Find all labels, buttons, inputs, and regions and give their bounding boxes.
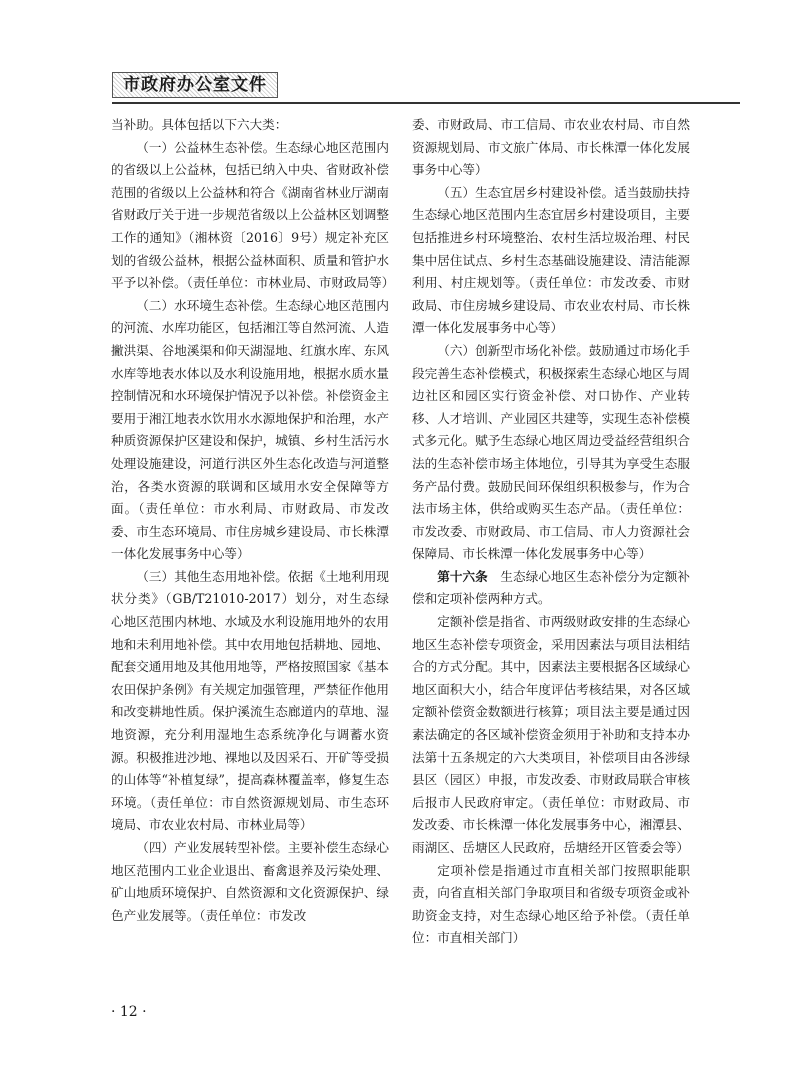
paragraph bbox=[111, 566, 389, 837]
page-number: · 12 · bbox=[111, 1004, 147, 1020]
paragraph bbox=[111, 114, 389, 137]
paragraph-text: 委、市财政局、市工信局、市农业农村局、市自然资源规划局、市文旅广体局、市长株潭一体化发展事务中心等） bbox=[412, 117, 690, 178]
paragraph bbox=[111, 837, 389, 927]
paragraph-text: （五）生态宜居乡村建设补偿。适当鼓励扶持生态绿心地区范围内生态宜居乡村建设项目，主要包括推进乡村环境整治、农村生活垃圾治理、村民集中居住试点、乡村生态基础设施建设、清洁能源利用、村庄规划等。（责任单位：市发改委、市财政局、市住房城乡建设局、市农业农村局、市长株潭一体化发展事务中心等） bbox=[412, 184, 690, 336]
paragraph bbox=[111, 137, 395, 295]
paragraph-text: 当补助。具体包括以下六大类： bbox=[111, 117, 288, 132]
paragraph-text: （六）创新型市场化补偿。鼓励通过市场化手段完善生态补偿模式，积极探索生态绿心地区与周边社区和园区实行资金补偿、对口协作、产业转移、人才培训、产业园区共建等，实现生态补偿模式多元化。赋予生态绿心地区周边受益经营组织合法的生态补偿市场主体地位，引导其为享受生态服务产品付费。鼓励民间环保组织积极参与，作为合法市场主体，供给或购买生态产品。（责任单位：市发改委、市财政局、市工信局、市人力资源社会保障局、市长株潭一体化发展事务中心等） bbox=[412, 342, 690, 562]
paragraph-text: （三）其他生态用地补偿。依据《土地利用现状分类》（GB/T21010-2017）划分，对生态绿心地区范围内林地、水域及水利设施用地外的农用地和未利用地补偿。其中农用地包括耕地、园地、配套交通用地及其他用地等，严格按照国家《基本农田保护条例》有关规定加强管理，严禁征作他用和改变耕地性质。保护溪流生态廊道内的草地、湿地资源，充分利用湿地生态系统净化与调蓄水资源。积极推进沙地、裸地以及因采石、开矿等受损的山体等“补植复绿”，提高森林覆盖率，修复生态环境。（责任单位：市自然资源规划局、市生态环境局、市农业农村局、市林业局等） bbox=[111, 568, 389, 833]
left-column bbox=[111, 114, 395, 927]
page-header bbox=[112, 70, 740, 104]
paragraph-text: 生态绿心地区生态补偿分为定额补偿和定项补偿两种方式。 bbox=[412, 568, 691, 607]
paragraph-text: （四）产业发展转型补偿。主要补偿生态绿心地区范围内工业企业退出、畜禽退养及污染处理、矿山地质环境保护、自然资源和文化资源保护、绿色产业发展等。（责任单位：市发改 bbox=[111, 840, 389, 923]
paragraph bbox=[412, 340, 690, 566]
paragraph bbox=[412, 114, 690, 182]
paragraph-text: （一）公益林生态补偿。生态绿心地区范围内的省级以上公益林，包括已纳入中央、省财政补偿范围的省级以上公益林和符合《湖南省林业厅湖南省财政厅关于进一步规范省级以上公益林区划调整工作的通知》（湘林资〔2016〕9号）规定补充区划的省级公益林，根据公益林面积、质量和管护水平予以补偿。（责任单位：市林业局、市财政局等） bbox=[111, 139, 395, 291]
right-column bbox=[412, 114, 690, 950]
paragraph bbox=[412, 566, 690, 611]
paragraph bbox=[412, 860, 690, 950]
header-title: 市政府办公室文件 bbox=[112, 72, 278, 98]
paragraph-text: 定项补偿是指通过市直相关部门按照职能职责，向省直相关部门争取项目和省级专项资金或补助资金支持，对生态绿心地区给予补偿。（责任单位：市直相关部门） bbox=[412, 862, 690, 946]
paragraph-text: 定额补偿是指省、市两级财政安排的生态绿心地区生态补偿专项资金，采用因素法与项目法相结合的方式分配。其中，因素法主要根据各区域绿心地区面积大小，结合年度评估考核结果，对各区域定额补偿资金数额进行核算；项目法主要是通过因素法确定的各区域补偿资金须用于补助和支持本办法第十五条规定的六大类项目，补偿项目由各涉绿县区（园区）申报，市发改委、市财政局联合审核后报市人民政府审定。（责任单位：市财政局、市发改委、市长株潭一体化发展事务中心，湘潭县、雨湖区、岳塘区人民政府，岳塘经开区管委会等） bbox=[412, 614, 690, 855]
paragraph bbox=[111, 295, 389, 566]
paragraph bbox=[412, 611, 690, 860]
article-number: 第十六条 bbox=[437, 568, 488, 584]
paragraph bbox=[412, 182, 690, 340]
paragraph-text: （二）水环境生态补偿。生态绿心地区范围内的河流、水库功能区，包括湘江等自然河流、人造撇洪渠、谷地溪渠和仰天湖湿地、红旗水库、东风水库等地表水体以及水利设施用地，根据水质水量控制情况和水环境保护情况予以补偿。补偿资金主要用于湘江地表水饮用水水源地保护和治理，水产种质资源保护区建设和保护，城镇、乡村生活污水处理设施建设，河道行洪区外生态化改造与河道整治，各类水资源的联调和区域用水安全保障等方面。（责任单位：市水利局、市财政局、市发改委、市生态环境局、市住房城乡建设局、市长株潭一体化发展事务中心等） bbox=[111, 297, 389, 562]
